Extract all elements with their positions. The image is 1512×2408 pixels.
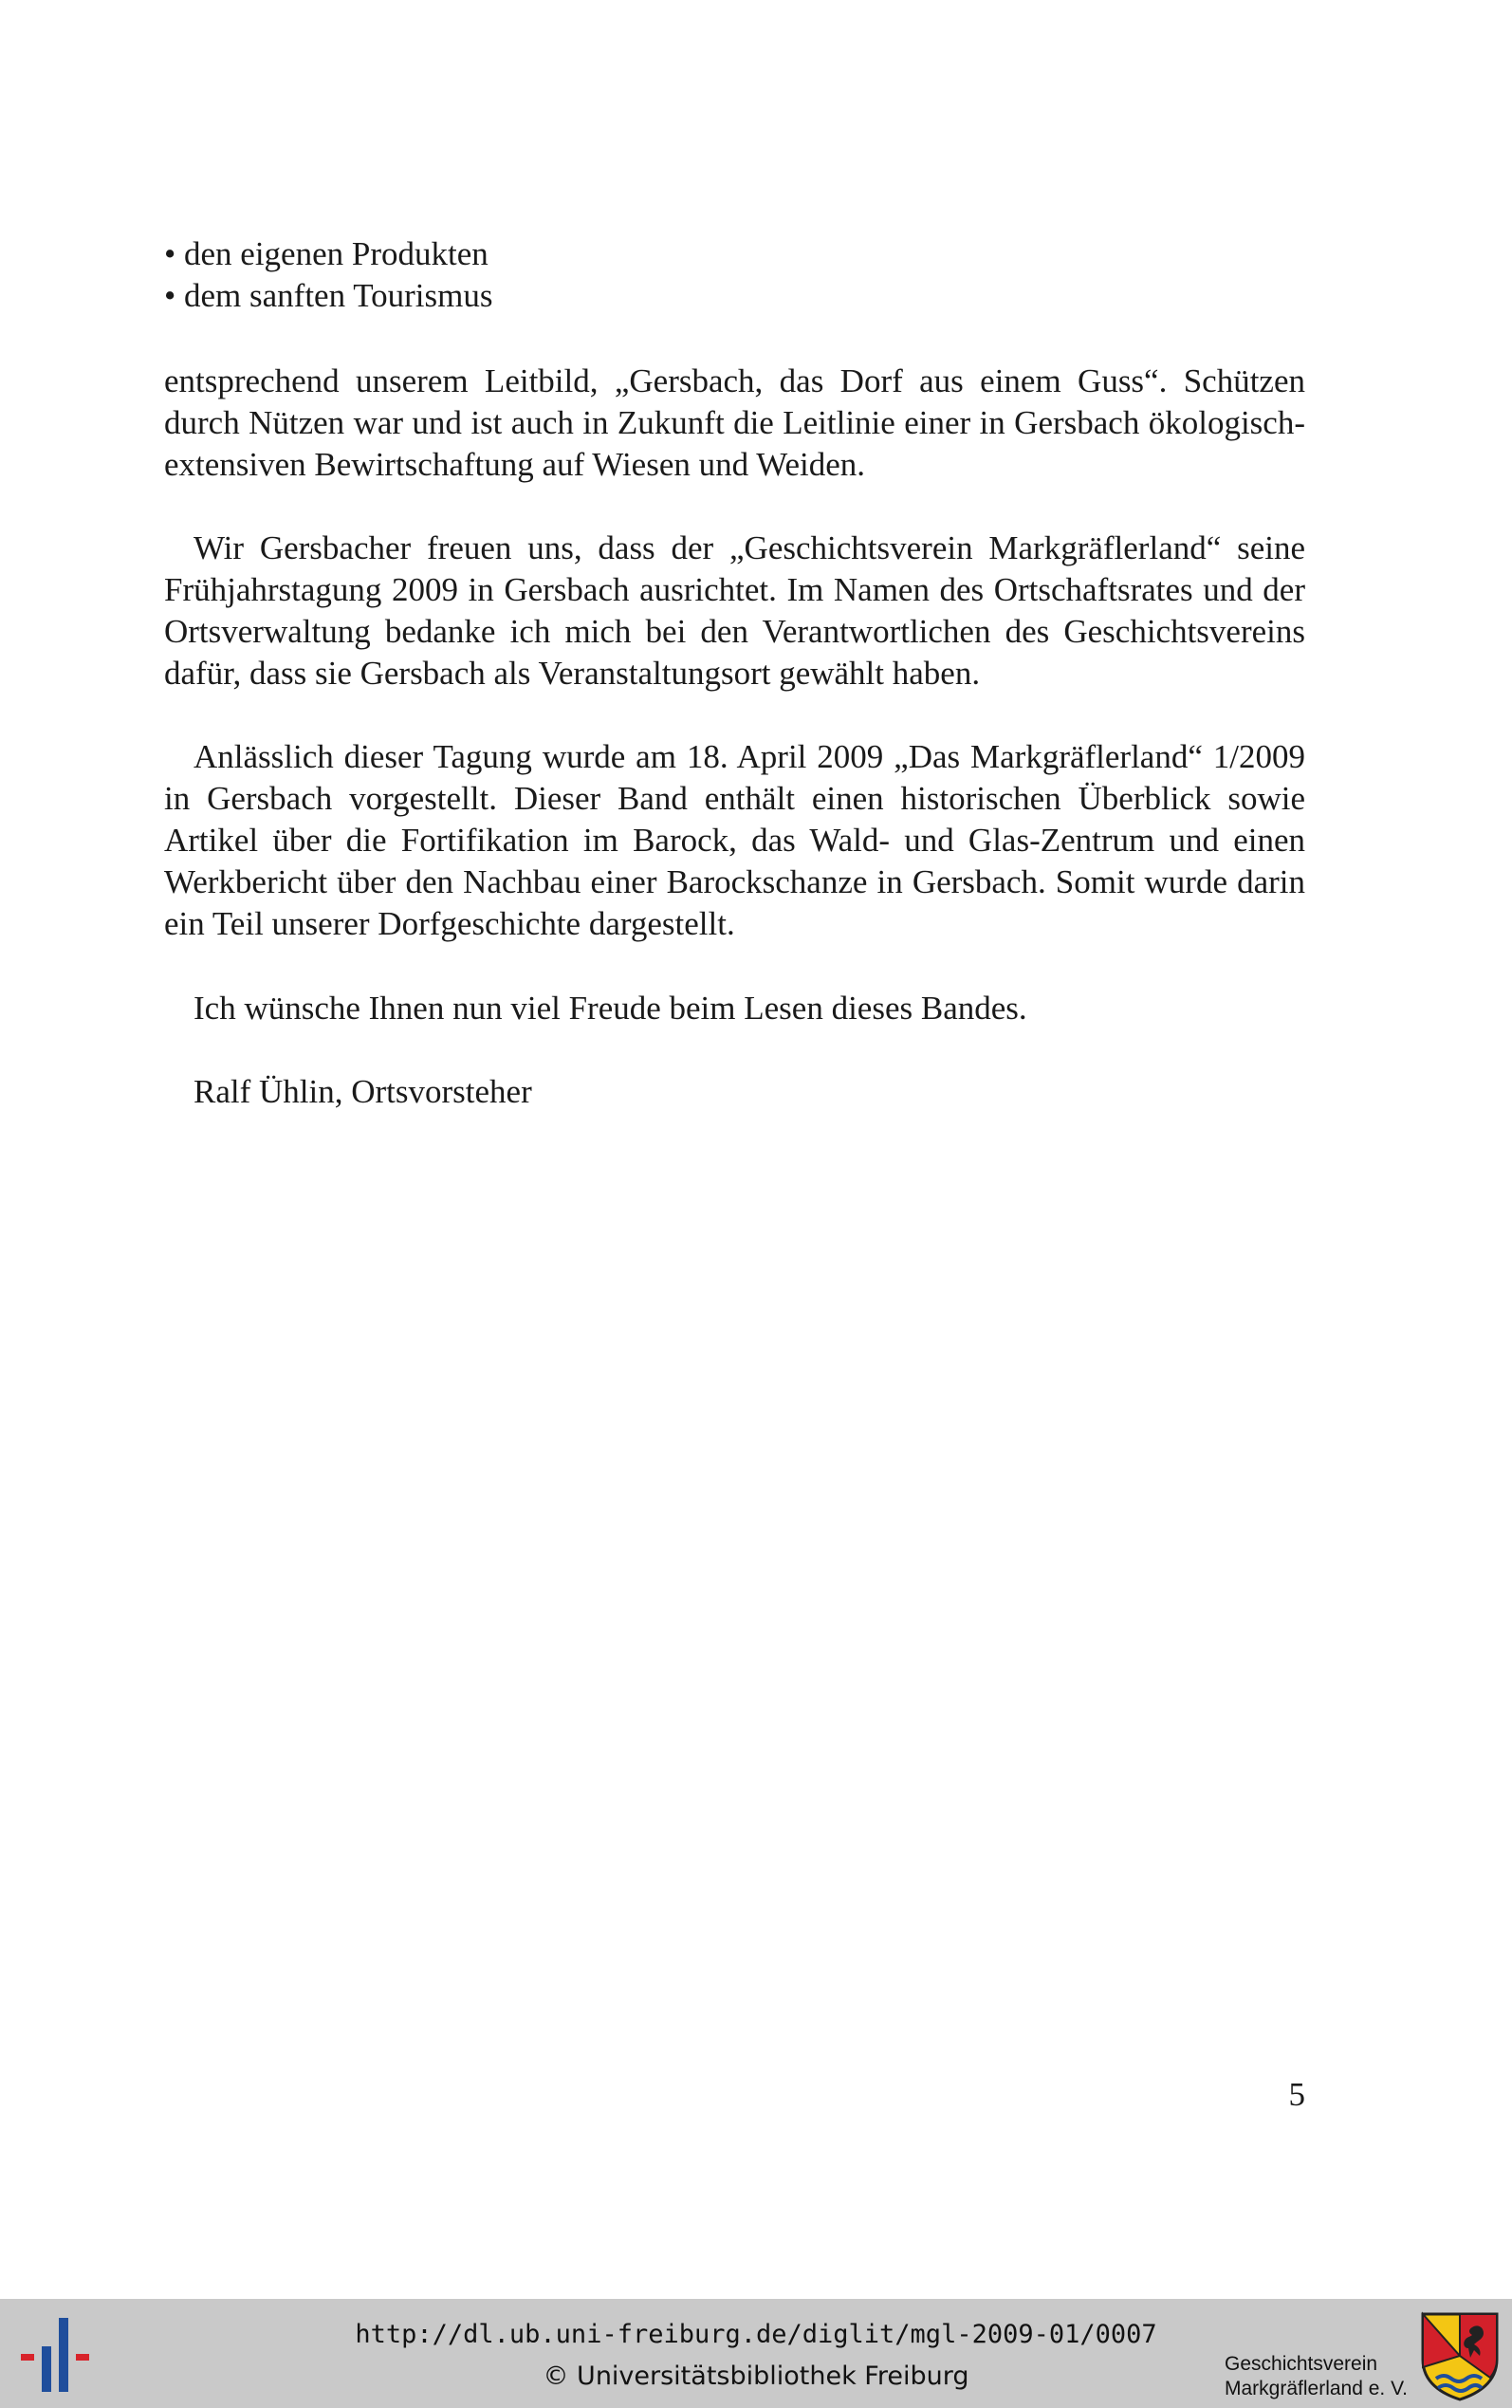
paragraph-band-vorstellung: Anlässlich dieser Tagung wurde am 18. April 2009 „Das Markgräflerland“ 1/2009 in Gersbach vorgestellt. Dieser Band enthält einen historischen Überblick sowie Artikel über die Fortifikation im Barock, das Wald- und Glas-Zentrum und einen Werkbericht über den Nachbau einer Barockschanze in Gersbach. Somit wurde darin ein Teil unserer Dorfgeschichte dargestellt. — [164, 738, 1305, 942]
bullet-list — [164, 233, 1305, 317]
footer-bar — [0, 2299, 1512, 2408]
paragraph-fruehjahrstagung: Wir Gersbacher freuen uns, dass der „Geschichtsverein Markgräflerland“ seine Frühjahrstagung 2009 in Gersbach ausrichtet. Im Namen des Ortschaftsrates und der Ortsverwaltung bedanke ich mich bei den Verantwortlichen des Geschichtsvereins dafür, dass sie Gersbach als Veranstaltungsort gewählt haben. — [164, 529, 1305, 692]
paragraph-closing-wish: Ich wünsche Ihnen nun viel Freude beim Lesen dieses Bandes. — [194, 990, 1027, 1027]
footer-copyright: © Universitätsbibliothek Freiburg — [543, 2362, 969, 2391]
society-name-line1: Geschichtsverein — [1225, 2353, 1378, 2375]
paragraph-leitbild: entsprechend unserem Leitbild, „Gersbach, das Dorf aus einem Guss“. Schützen durch Nützen war und ist auch in Zukunft die Leitlinie einer in Gersbach ökologisch-extensiven Bewirtschaftung auf Wiesen und Weiden. — [164, 362, 1305, 483]
bullet-item: • den eigenen Produkten — [164, 235, 489, 272]
signature: Ralf Ühlin, Ortsvorsteher — [194, 1073, 532, 1110]
society-name — [1225, 2352, 1408, 2401]
footer-url-link[interactable]: http://dl.ub.uni-freiburg.de/diglit/mgl-2009-01/0007 — [355, 2320, 1157, 2349]
coat-of-arms-icon — [1419, 2310, 1501, 2401]
society-name-line2: Markgräflerland e. V. — [1225, 2378, 1408, 2399]
bullet-item: • dem sanften Tourismus — [164, 277, 493, 314]
page-number: 5 — [1288, 2076, 1305, 2113]
